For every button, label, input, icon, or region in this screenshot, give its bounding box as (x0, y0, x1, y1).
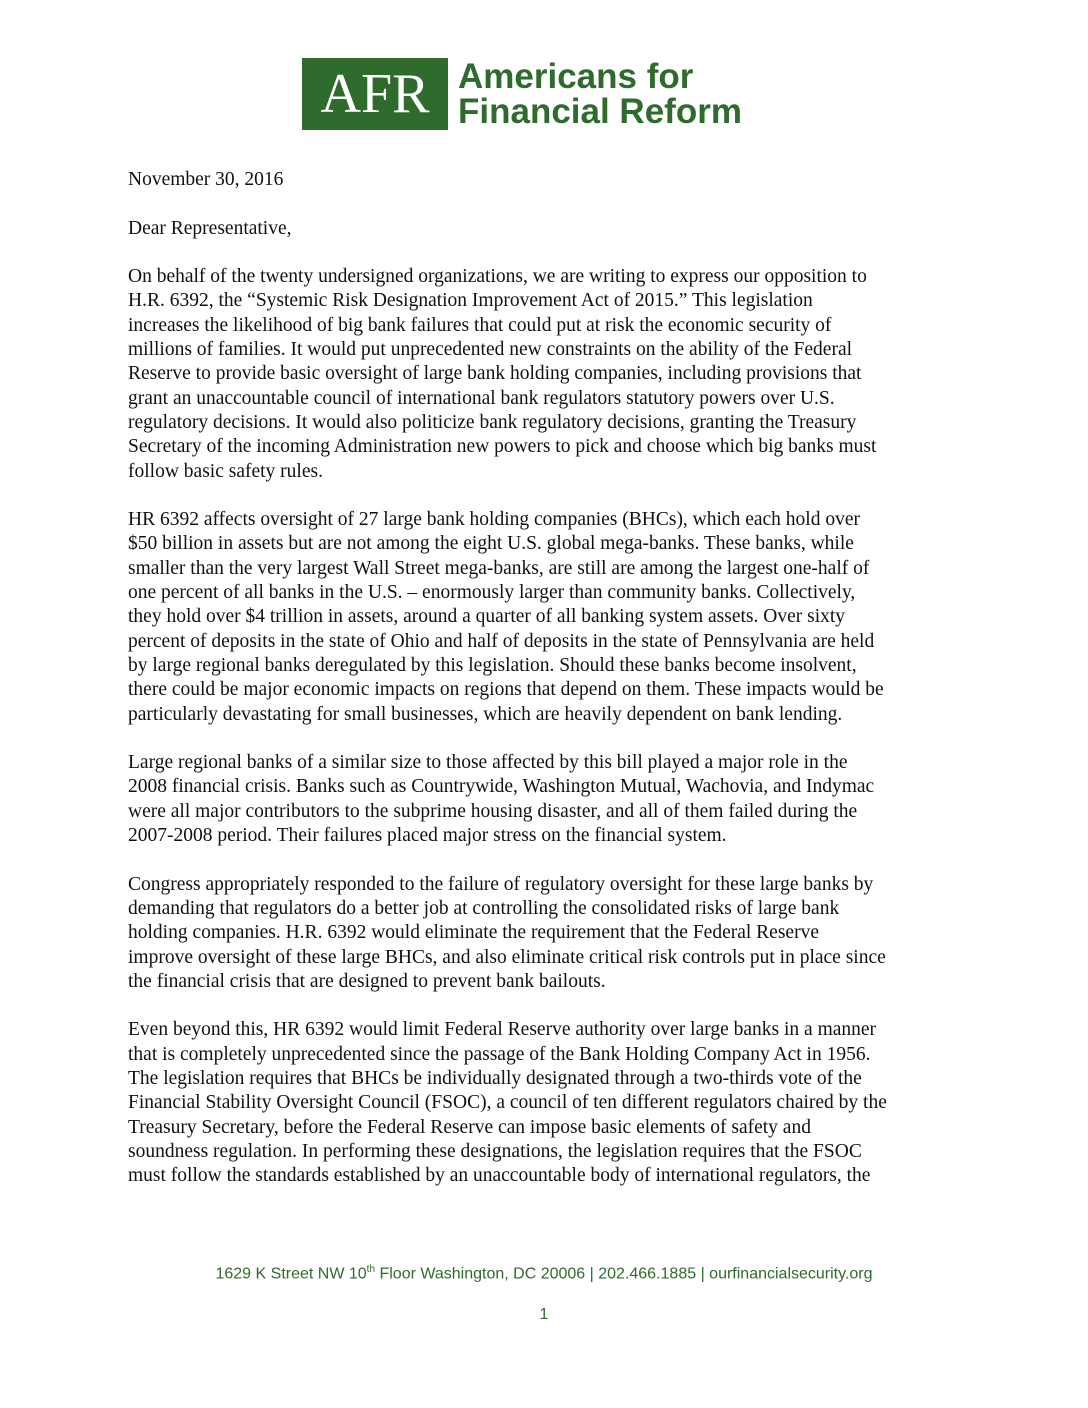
body-paragraph (128, 873, 960, 994)
paragraphs (128, 265, 960, 1188)
paragraph-line: were all major contributors to the subprime housing disaster, and all of them failed during the (128, 800, 858, 822)
paragraph-line: there could be major economic impacts on regions that depend on them. These impacts would be (128, 679, 884, 701)
paragraph-line: percent of deposits in the state of Ohio and half of deposits in the state of Pennsylvania are held (128, 630, 875, 652)
logo-text: AFR (320, 63, 430, 125)
paragraph-line: they hold over $4 trillion in assets, around a quarter of all banking system assets. Over sixty (128, 606, 846, 628)
body-paragraph (128, 508, 960, 727)
paragraph-line: the financial crisis that are designed to prevent bank bailouts. (128, 970, 606, 992)
org-name-line1: Americans for (458, 57, 694, 96)
paragraph-line: H.R. 6392, the “Systemic Risk Designation Improvement Act of 2015.” This legislation (128, 290, 813, 312)
paragraph-line: particularly devastating for small businesses, which are heavily dependent on bank lending. (128, 703, 843, 725)
paragraph-line: by large regional banks deregulated by this legislation. Should these banks become insolvent, (128, 654, 857, 676)
paragraph-line: smaller than the very largest Wall Street mega-banks, are still are among the largest one-half of (128, 557, 870, 579)
paragraph-line: Large regional banks of a similar size to those affected by this bill played a major role in the (128, 752, 848, 774)
org-name-line2: Financial Reform (458, 92, 742, 131)
paragraph-line: regulatory decisions. It would also politicize bank regulatory decisions, granting the Treasury (128, 411, 857, 433)
paragraph-line: Treasury Secretary, before the Federal Reserve can impose basic elements of safety and (128, 1116, 811, 1138)
paragraph-line: that is completely unprecedented since the passage of the Bank Holding Company Act in 1956. (128, 1043, 871, 1065)
paragraph-line: millions of families. It would put unprecedented new constraints on the ability of the Federal (128, 339, 853, 361)
footer-address-start: 1629 K Street NW 10 (215, 1265, 367, 1283)
paragraph-line: 2008 financial crisis. Banks such as Countrywide, Washington Mutual, Wachovia, and Indymac (128, 776, 875, 798)
organization-name (458, 59, 742, 129)
paragraph-line: one percent of all banks in the U.S. – enormously larger than community banks. Collectively, (128, 582, 856, 604)
paragraph-line: improve oversight of these large BHCs, and also eliminate critical risk controls put in place since (128, 946, 886, 968)
paragraph-line: increases the likelihood of big bank failures that could put at risk the economic security of (128, 314, 832, 336)
paragraph-line: HR 6392 affects oversight of 27 large bank holding companies (BHCs), which each hold over (128, 509, 860, 531)
letter-date: November 30, 2016 (128, 169, 284, 190)
paragraph-line: Reserve to provide basic oversight of large bank holding companies, including provisions that (128, 363, 862, 385)
paragraph-line: Even beyond this, HR 6392 would limit Federal Reserve authority over large banks in a manner (128, 1019, 877, 1041)
page-number: 1 (539, 1306, 549, 1323)
footer-address-sup: th (366, 1264, 376, 1275)
salutation: Dear Representative, (128, 217, 292, 239)
footer-address (0, 1264, 1088, 1283)
paragraph-line: The legislation requires that BHCs be individually designated through a two-thirds vote of the (128, 1067, 862, 1089)
afr-logo (302, 58, 448, 130)
paragraph-line: grant an unaccountable council of international bank regulators statutory powers over U.S. (128, 387, 835, 409)
letterhead (302, 58, 742, 130)
paragraph-line: must follow the standards established by an unaccountable body of international regulators, the (128, 1165, 871, 1187)
paragraph-line: Financial Stability Oversight Council (FSOC), a council of ten different regulators chaired by the (128, 1092, 887, 1114)
body-paragraph (128, 751, 960, 848)
paragraph-line: follow basic safety rules. (128, 460, 323, 482)
body-paragraph (128, 1018, 960, 1188)
paragraph-line: $50 billion in assets but are not among the eight U.S. global mega-banks. These banks, while (128, 533, 854, 555)
footer-address-end: Floor Washington, DC 20006 | 202.466.1885 | ourfinancialsecurity.org (375, 1265, 873, 1283)
paragraph-line: demanding that regulators do a better job at controlling the consolidated risks of large bank (128, 897, 840, 919)
paragraph-line: Congress appropriately responded to the failure of regulatory oversight for these large banks by (128, 873, 874, 895)
paragraph-line: holding companies. H.R. 6392 would eliminate the requirement that the Federal Reserve (128, 922, 819, 944)
paragraph-line: Secretary of the incoming Administration new powers to pick and choose which big banks must (128, 436, 877, 458)
body-paragraph (128, 265, 960, 484)
paragraph-line: soundness regulation. In performing these designations, the legislation requires that the FSOC (128, 1140, 862, 1162)
letter-body (128, 168, 960, 1213)
paragraph-line: 2007-2008 period. Their failures placed major stress on the financial system. (128, 825, 727, 847)
paragraph-line: On behalf of the twenty undersigned organizations, we are writing to express our opposition to (128, 266, 867, 288)
